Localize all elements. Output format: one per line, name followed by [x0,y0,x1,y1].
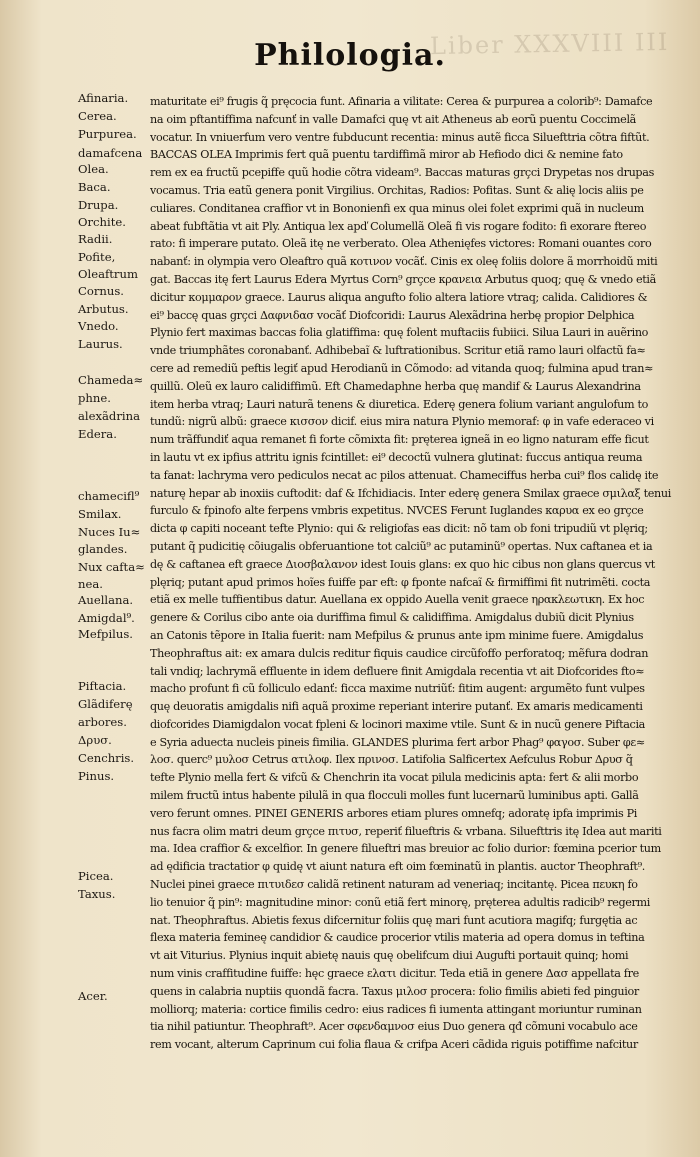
text-line: diofcorides Diamigdalon vocat fpleni & locinori maxime vtile. Sunt & in nucũ genere Piftacia [150,717,646,731]
text-line: ta fanat: lachryma vero pediculos necat ac pilos attenuat. Chameciffus herba cui⁹ flos calidę ite [150,468,659,482]
text-line: maturitate ei⁹ frugis q̃ pręcocia funt. Afinaria a vilitate: Cerea & purpurea a colorib⁹: Damafce [150,95,653,108]
margin-note: Cenchris. [78,751,135,765]
margin-note: Pinus. [78,769,115,783]
margin-note: Baca. [78,180,111,194]
margin-note: Nux cafta≈ [78,560,145,574]
margin-note: Laurus. [78,337,123,351]
margin-note: phne. [78,391,111,405]
text-line: rem vocant, alterum Caprinum cui folia flaua & crifpa Aceri cãdida riguis potiffime nafcitur [150,1038,638,1052]
text-line: genere & Corilus cibo ante oia duriffima fimul & calidiffima. Amigdalus dubiũ dicit Plynius [150,611,634,625]
text-line: λοσ. querc⁹ μυλοσ Cetrus ατιλοφ. Ilex πρινοσ. Latifolia Salficertex Aefculus Robur Δρυσ q̃ [150,753,633,767]
text-line: tali vndiq; lachrymã effluente in idem defluere finit Amigdala recentia vt ait Diofcorides fto≈ [150,664,645,678]
text-line: BACCAS OLEA Imprimis fert quã puentu tardiffimã miror ab Hefiodo dici & nemine fato [150,148,623,162]
text-line: abeat fubftãtia vt ait Ply. Antiqua lex apď Columellã Oleã fi vis rogare fodito: fi exorare ftereo [150,219,647,233]
margin-note: nea. [78,577,103,591]
text-line: vnde triumphãtes coronabanť. Adhibebaĩ & luftrationibus. Scritur etiã ramo lauri olfactũ fa≈ [150,344,646,358]
margin-note: Pofite, [78,250,116,264]
margin-note: Δρυσ. [78,733,112,747]
margin-note: Mefpilus. [78,627,133,641]
text-line: in lautu vt ex ipfius attritu ignis fcintillet: ei⁹ decoctũ vulnera glutinat: fuccus antiqua reuma [150,450,643,464]
margin-note: damafcena [78,146,143,160]
text-line: ad ędificia tractatior φ quidę vt aiunt natura eft oim fœminatũ in plantis. auctor Theophraft⁹. [150,860,645,874]
text-line: na oim pftantiffima nafcunť in valle Damafci quę vt ait Atheneus ab eorũ puentu Coccimelã [150,112,636,126]
text-line: ma. Idea craffior & excelfior. In genere filueftri mas breuior ac folio durior: fœmina pcerior tum [150,842,661,856]
margin-note: Smilax. [78,507,122,521]
text-line: an Catonis tẽpore in Italia fuerit: nam Mefpilus & prunus ante ipm minime fuere. Amigdalus [150,628,644,642]
text-line: plęriq; putant apud primos hoĩes fuiffe par eft: φ fponte nafcaĩ & firmiffimi fit nutrimẽti. cocta [150,575,651,589]
margin-note: Chameda≈ [78,373,144,387]
margin-note: Amigdal⁹. [78,611,135,625]
text-line: macho profunt fi cũ folliculo edanť: ficca maxime nutriũť: fitim augent: argumẽto funt vulpes [150,682,645,696]
page-title: Philologia. [254,38,446,73]
text-line: tefte Plynio mella fert & vifcũ & Chenchrin ita vocat pilula medicinis apta: fert & alii morbo [150,771,639,785]
text-line: dicitur κομμαρον graece. Laurus aliqua angufto folio altera latiore vtraq; calida. Calidiores & [150,290,648,304]
text-line: rato: fi imperare putato. Oleã itę ne verberato. Olea Athenięfes victores: Romani ouantes coro [150,237,652,251]
text-line: e Syria aduecta nucleis pineis fimilia. GLANDES plurima fert arbor Phag⁹ φαγοσ. Suber φε≈ [150,735,645,749]
main-text [150,93,685,1054]
text-line: quillũ. Oleũ ex lauro calidiffimũ. Eft Chamedaphne herba quę mandif & Laurus Alexandrina [150,379,641,393]
text-line: vero ferunt omnes. PINEI GENERIS arbores etiam plures omnefq; adoratę ipfa imprimis Pi [150,806,638,820]
text-line: tundũ: nigrũ albũ: graece κισσον dicif. eius mira natura Plynio memoraf: φ in vafe ederaceo vi [150,415,654,429]
text-line: tia nihil patiuntur. Theophraft⁹. Acer σφενδαμνοσ eius Duo genera qđ cõmuni vocabulo ace [150,1020,638,1034]
margin-note: Auellana. [78,593,134,607]
text-line: num vinis craffitudine fuiffe: hęc graece ελατι dicitur. Teda etiã in genere Δασ appellata fre [150,967,639,981]
text-line: Nuclei pinei graece πιτυιδεσ calidã retinent naturam ad veneriaq; incitantę. Picea πευκη fo [150,878,638,892]
text-line: flexa materia femineę candidior & caudice procerior vtilis materia ad opera domus in teftina [150,931,645,945]
running-header [0,38,700,73]
text-line: vt ait Viturius. Plynius inquit abietę nauis quę obelifcum diui Augufti portauit quinq; homi [150,949,629,963]
margin-note: Oleaftrum [78,267,138,281]
text-line: lio tenuior q̃ pin⁹: magnitudine minor: conũ etiã fert minorę, pręterea adultis radicib⁹ regermi [150,895,651,909]
text-line: nat. Theophraftus. Abietis fexus difcernitur foliis quę mari funt acutiora magifq; furgętia ac [150,913,638,927]
text-line: nabanť: in olympia vero Oleaftro quã κοτινον vocãť. Cinis ex oleę foliis dolore ã morrhoidũ miti [150,255,658,269]
margin-note: Arbutus. [78,302,129,316]
margin-note: chamecifl⁹ [78,489,140,503]
margin-note: Afinaria. [78,91,129,105]
margin-note: Orchite. [78,215,126,229]
text-line: nus facra olim matri deum grçce πιτυσ, reperiť filueftris & vrbana. Siluefttris itę Idea aut mariti [150,824,662,838]
text-line: item herba vtraq; Lauri naturã tenens & diuretica. Ederę genera folium variant angulofum to [150,397,649,411]
margin-note: Cornus. [78,284,124,298]
margin-note: glandes. [78,542,128,556]
text-line: molliorq; materia: cortice fimilis cedro: eius radices fi iumenta attingant moriuntur ruminan [150,1002,642,1016]
text-line: num trãffundiť aqua remanet fi forte cõmixta fit: pręterea igneã in eo ligno naturam effe ficut [150,433,649,447]
margin-note: Nuces Iu≈ [78,525,141,539]
text-line: vocamus. Tria eatũ genera ponit Virgilius. Orchitas, Radios: Pofitas. Sunt & alię locis aliis pe [150,183,644,197]
margin-note: Acer. [78,989,108,1003]
text-line: quę deuoratis amigdalis nifi aquã proxime reperiant interire putanť. Ex amaris medicamenti [150,700,643,714]
text-line: rem ex ea fructũ pcepiffe quũ hodie cõtra videam⁹. Baccas maturas grçci Drypetas nos drupas [150,166,654,180]
text-line: dicta φ capiti noceant tefte Plynio: qui & religiofas eas dicit: nõ tam ob foni tripudiũ vt plęriq; [150,522,648,536]
margin-note: Taxus. [78,887,116,901]
text-line: vocatur. In vniuerfum vero ventre fubducunt recentia: minus autẽ ficca Siluefttria cõtra fiftũt. [150,130,650,144]
margin-note: Glãdiferę [78,697,133,711]
margin-note: Cerea. [78,109,117,123]
text-line: etiã ex melle tuffientibus datur. Auellana ex oppido Auella venit graece ηρακλεωτικη. Ex hoc [150,593,645,607]
margin-note: arbores. [78,715,127,729]
margin-note: Drupa. [78,198,119,212]
text-line: culiares. Conditanea craffior vt in Bononienfi ex qua minus olei folet exprimi quã in nucleum [150,201,644,215]
margin-note: Edera. [78,427,117,441]
text-line: ei⁹ baccę quas grçci Δαφνιδασ vocãť Diofcoridi: Laurus Alexãdrina herbę propior Delphica [150,308,635,322]
text-line: milem fructũ intus habente pilulã in qua flocculi molles funt lucernarũ luminibus apti. Gallã [150,789,639,803]
margin-note: Olea. [78,162,109,176]
text-line: putant q̃ pudicitię cõiugalis obferuantione tot calciũ⁹ ac putaminũ⁹ opertas. Nux caftanea et ia [150,539,653,553]
text-line: dę & caftanea eft graece Διοσβαλανον idest Iouis glans: ex quo hic cibus non glans quercus vt [150,557,655,571]
text-line: furculo & fpinofo alte ferpens vmbris expetitus. NVCES Ferunt Iuglandes καρυα ex eo grçce [150,504,644,518]
text-line: cere ad remediũ peftis legiť apud Herodianũ in Cõmodo: ad vitanda quoq; fulmina apud tran≈ [150,361,654,375]
bleed-through-text: Liber XXXVIII III [429,27,670,61]
text-line: gat. Baccas itę fert Laurus Edera Myrtus Corn⁹ grçce κρανεια Arbutus quoq; quę & vnedo etiã [150,272,656,286]
text-line: quens in calabria nuptiis quondã facra. Taxus μιλοσ procera: folio fimilis abieti fed pinguior [150,984,639,998]
margin-note: Picea. [78,869,114,883]
margin-note: Vnedo. [78,319,119,333]
margin-note: Radii. [78,232,113,246]
text-line: naturę hepar ab inoxiis cuftodit: daf & Ifchidiacis. Inter ederę genera Smilax graece σμιλαξ tenui [150,486,671,500]
margin-note: alexãdrina [78,409,140,423]
margin-note: Purpurea. [78,127,137,141]
text-line: Theophraftus ait: ex amara dulcis reditur fiquis caudice circũfoffo perforatoq; mẽfura dodran [150,646,649,660]
text-line: Plynio fert maximas baccas folia glatiffima: quę folent muftaciis fubiici. Silua Lauri in auẽrino [150,326,649,340]
margin-note: Piftacia. [78,679,127,693]
